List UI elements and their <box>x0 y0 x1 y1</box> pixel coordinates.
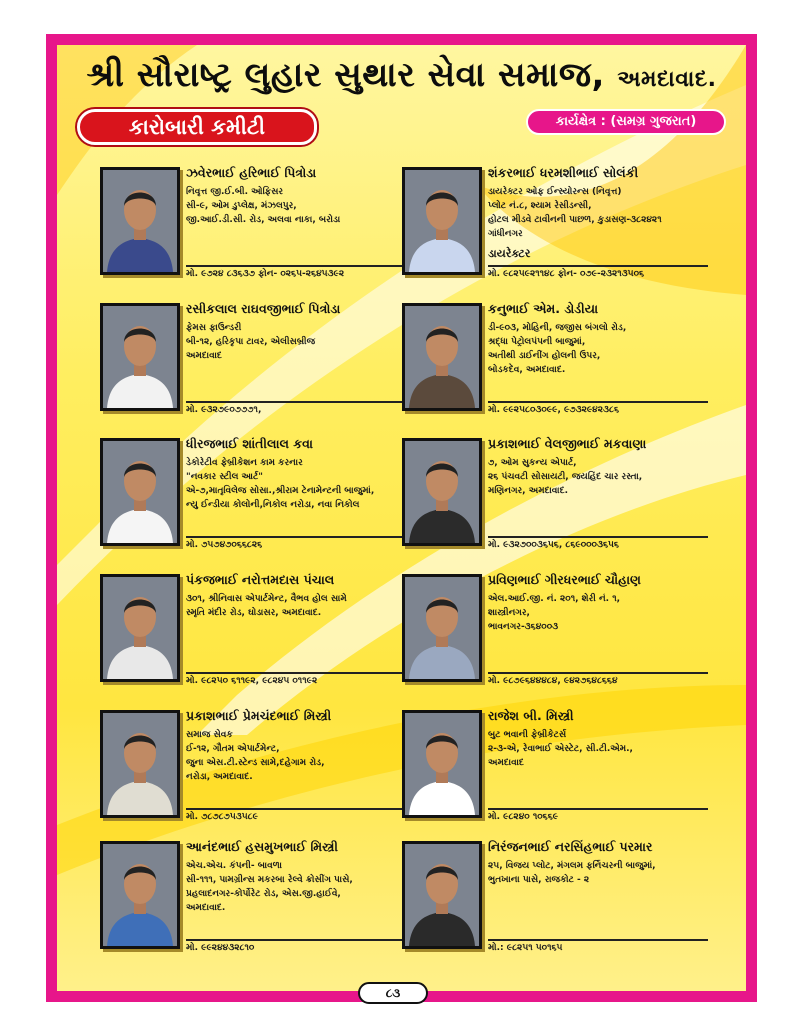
member-phone: મો. ૯૯૨૫૮૦૩૦૯૯, ૯૭૩૨૯૪૨૩૮૬ <box>488 405 620 415</box>
address-line: ડાયરેક્ટર ઓફ ઈન્સ્યોરન્સ (નિવૃત્ત) <box>488 187 622 197</box>
member-card <box>100 841 410 965</box>
address-line: એલ.આઈ.જી. નં. ૨૦૧, શેરી નં. ૧, <box>488 594 621 604</box>
member-address <box>488 185 714 241</box>
address-line: ભાવનગર-૩૬૪૦૦૩ <box>488 622 559 632</box>
divider <box>488 265 708 267</box>
address-line: ૨૫, વિજય પ્લોટ, મંગલમ ફર્નિચરની બાજુમાં, <box>488 861 656 871</box>
member-photo <box>100 303 180 411</box>
member-phone: મો. ૭૫૭૪૭૦૬૬૮૨૬ <box>186 540 263 550</box>
member-phone: મો. ૯૮૨૫૦ ૬૧૧૯૨, ૯૮૨૪૫ ૦૧૧૯૨ <box>186 676 318 686</box>
address-line: સ્મૃતિ મંદીર રોડ, ઘોડાસર, અમદાવાદ. <box>186 608 322 618</box>
address-line: પ્લોટ નં.૮, શ્યામ રેસીડન્સી, <box>488 201 592 211</box>
member-name: પંકજભાઈ નરોત્તમદાસ પંચાલ <box>186 572 335 587</box>
divider <box>186 808 406 810</box>
committee-banner: કારોબારી કમીટી <box>77 109 317 145</box>
title-city: અમદાવાદ. <box>617 67 717 92</box>
address-line: એ-૭,માતૃવિલેજ સોસા.,શ્રીરામ ટેનામેન્ટની બાજુમાં, <box>186 486 375 496</box>
address-line: નરોડા, અમદાવાદ. <box>186 772 253 782</box>
member-photo <box>402 574 482 682</box>
address-line: નિવૃત્ત જી.ઈ.બી. ઓફિસર <box>186 187 284 197</box>
member-card <box>100 574 410 698</box>
member-name: પ્રકાશભાઈ વેલજીભાઈ મકવાણા <box>488 436 647 451</box>
member-photo <box>402 841 482 949</box>
member-phone: મો. ૯૮૨૫૯૨૧૧૪૮ ફોન- ૦૭૯-૨૩૨૧૩૫૦૬ <box>488 269 645 279</box>
member-address <box>488 321 714 377</box>
member-name: ધીરજભાઈ શાંતીલાલ કવા <box>186 436 313 451</box>
divider <box>488 939 708 941</box>
address-line: ડી-૯૦૩, મોહિની, જજીસ બંગલો રોડ, <box>488 323 627 333</box>
member-name: કનુભાઈ એમ. ડોડીયા <box>488 301 599 316</box>
member-card <box>402 574 712 698</box>
member-card <box>100 303 410 427</box>
address-line: ભુતખાના પાસે, રાજકોટ - ૨ <box>488 875 590 885</box>
member-phone: મો. ૯૮૭૯૬૪૪૪૮૪, ૯૪૨૭૬૪૮૬૬૪ <box>488 676 618 686</box>
address-line: અમદાવાદ <box>186 351 222 361</box>
member-address <box>488 859 714 887</box>
address-line: બોડકદેવ, અમદાવાદ. <box>488 365 566 375</box>
member-address <box>186 321 412 363</box>
member-phone: મો.: ૯૮૨૫૧ ૫૦૧૬૫ <box>488 943 563 953</box>
divider <box>186 265 406 267</box>
address-line: ૩૦૧, શ્રીનિવાસ એપાર્ટમેન્ટ, વૈભવ હોલ સામે <box>186 594 347 604</box>
member-phone: મો. ૯૩૨૭૯૦૭૭૭૧, <box>186 405 262 415</box>
member-card <box>100 710 410 834</box>
member-card <box>402 841 712 965</box>
member-name: ઝવેરભાઈ હરિભાઈ પિત્રોડા <box>186 165 317 180</box>
page-content <box>57 45 746 991</box>
member-address <box>186 456 412 512</box>
member-card <box>100 438 410 562</box>
member-card <box>402 303 712 427</box>
address-line: શ્રદ્ધા પેટ્રોલપંપની બાજુમાં, <box>488 337 586 347</box>
address-line: એચ.એચ. કંપની- બાવળા <box>186 861 282 871</box>
divider <box>186 536 406 538</box>
address-line: ૨-૩-એ, રેવાભાઈ એસ્ટેટ, સી.ટી.એમ., <box>488 744 633 754</box>
page-number: ૮૩ <box>358 982 428 1004</box>
member-address <box>488 728 714 770</box>
member-address <box>186 592 412 620</box>
member-card <box>402 710 712 834</box>
divider <box>488 808 708 810</box>
member-name: નિરંજનભાઈ નરસિંહભાઈ પરમાર <box>488 839 653 854</box>
member-role: ડાયરેક્ટર <box>488 247 531 260</box>
address-line: અમદાવાદ <box>488 758 524 768</box>
member-address <box>488 592 714 634</box>
member-name: પ્રવિણભાઈ ગીરધરભાઈ ચૌહાણ <box>488 572 641 587</box>
address-line: જી.આઈ.ડી.સી. રોડ, અલવા નાકા, બરોડા <box>186 215 341 225</box>
member-photo <box>402 303 482 411</box>
member-address <box>186 859 412 915</box>
member-photo <box>100 841 180 949</box>
member-photo <box>100 710 180 818</box>
title-main: શ્રી સૌરાષ્ટ્ર લુહાર સુથાર સેવા સમાજ, <box>86 55 605 95</box>
address-line: ન્યુ ઈન્ડીયા કોલોની,નિકોલ નરોડા, નવા નિકોલ <box>186 500 360 510</box>
address-line: બુટ ભવાની ફેબ્રીકેટર્સ <box>488 730 567 740</box>
address-line: સી-૧૧૧, પામગ્રીન્સ મકરબા રેલ્વે ક્રોસીંગ પાસે, <box>186 875 353 885</box>
member-card <box>402 167 712 291</box>
address-line: સી-૯, ઓમ ડુપ્લેક્ષ, મંઝલપુર, <box>186 201 297 211</box>
divider <box>488 401 708 403</box>
address-line: સમાજ સેવક <box>186 730 233 740</box>
member-address <box>488 456 714 498</box>
divider <box>186 939 406 941</box>
address-line: મણિનગર, અમદાવાદ. <box>488 486 569 496</box>
address-line: હોટલ મીડવે ટાવીનની પાછળ, કુડાસણ-૩૮૨૪૨૧ <box>488 215 662 225</box>
member-photo <box>402 710 482 818</box>
address-line: શાસ્ત્રીનગર, <box>488 608 530 618</box>
member-photo <box>402 167 482 275</box>
divider <box>186 672 406 674</box>
divider <box>488 672 708 674</box>
member-phone: મો. ૯૮૨૪૦ ૧૦૬૬૯ <box>488 812 559 822</box>
member-card <box>100 167 410 291</box>
member-phone: મો. ૭૮૭૮૭૫૩૫૮૯ <box>186 812 258 822</box>
address-line: ૭, ઓમ સુકન્ય એપાર્ટ, <box>488 458 577 468</box>
address-line: અતીથી ડાઈનીંગ હોલની ઉપર, <box>488 351 601 361</box>
member-address <box>186 728 412 784</box>
member-phone: મો. ૯૭૨૪ ૮૩૬૩૭ ફોન- ૦૨૬૫-૨૬૪૫૩૯૨ <box>186 269 345 279</box>
member-name: રસીકલાલ રાઘવજીભાઈ પિત્રોડા <box>186 301 341 316</box>
divider <box>186 401 406 403</box>
address-line: ઈ-૧૨, ગૌતમ એપાર્ટમેન્ટ, <box>186 744 280 754</box>
address-line: ગાંધીનગર <box>488 229 523 239</box>
region-badge: કાર્યક્ષેત્ર : (સમગ્ર ગુજરાત) <box>526 109 726 135</box>
member-photo <box>100 574 180 682</box>
address-line: બી-૧૨, હરિકૃપા ટાવર, એલીસબ્રીજ <box>186 337 316 347</box>
address-line: પ્રહલાદનગર-કોર્પોરેટ રોડ, એસ.જી.હાઈવે, <box>186 889 341 899</box>
address-line: "નવકાર સ્ટીલ આર્ટ" <box>186 472 263 482</box>
member-phone: મો. ૯૩૨૭૦૦૩૬૫૬, ૮૬૯૦૦૦૩૬૫૬ <box>488 540 619 550</box>
divider <box>488 536 708 538</box>
member-photo <box>100 438 180 546</box>
member-name: રાજેશ બી. મિસ્ત્રી <box>488 708 574 723</box>
member-address <box>186 185 412 227</box>
address-line: જુના એસ.ટી.સ્ટેન્ડ સામે,દહેગામ રોડ, <box>186 758 325 768</box>
member-photo <box>402 438 482 546</box>
member-name: આનંદભાઈ હસમુખભાઈ મિસ્ત્રી <box>186 839 338 854</box>
address-line: અમદાવાદ. <box>186 903 226 913</box>
member-name: શંકરભાઈ ધરમશીભાઈ સોલંકી <box>488 165 639 180</box>
member-photo <box>100 167 180 275</box>
page-frame <box>46 34 757 1002</box>
address-line: ૨૬ પંચવટી સોસાયટી, જયહિંદ ચાર રસ્તા, <box>488 472 643 482</box>
address-line: ફેમસ ફાઉન્ડરી <box>186 323 242 333</box>
address-line: ડેકોરેટીવ ફેબ્રીકેશન કામ કરનાર <box>186 458 303 468</box>
member-name: પ્રકાશભાઈ પ્રેમચંદભાઈ મિસ્ત્રી <box>186 708 332 723</box>
member-card <box>402 438 712 562</box>
member-phone: મો. ૯૯૨૪૪૩૨૮૧૦ <box>186 943 255 953</box>
page-title <box>57 55 746 95</box>
